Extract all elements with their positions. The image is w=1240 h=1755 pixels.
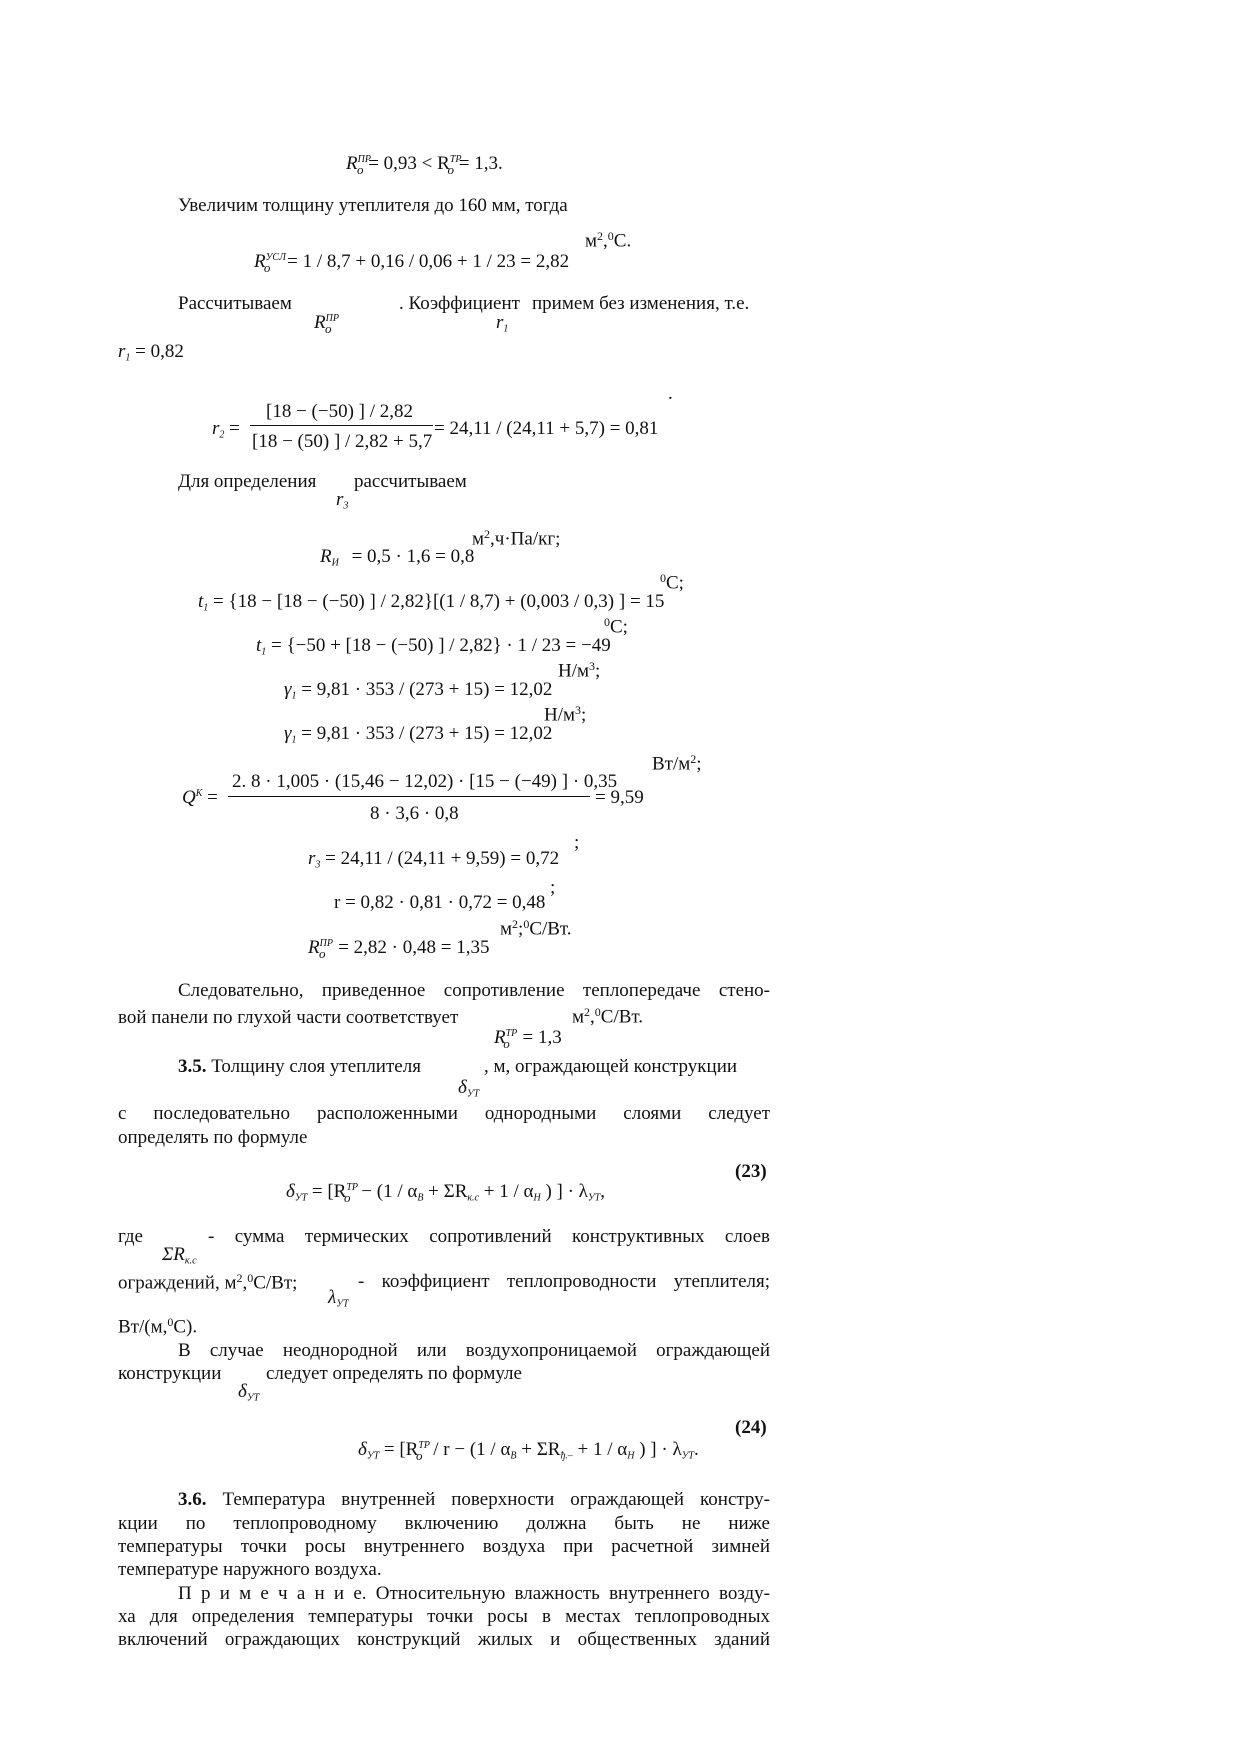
subscript: И — [331, 557, 339, 569]
superscript: 0 — [167, 1315, 174, 1329]
subscript: o — [447, 161, 454, 177]
formula-text: = 1 / 8,7 + 0,16 / 0,06 + 1 / 23 = 2,82 — [287, 251, 570, 272]
superscript: 0 — [660, 571, 666, 585]
formula-text: = 9,81 · 353 / (273 + 15) = 12,02 — [301, 679, 553, 700]
unit: С; — [610, 616, 628, 638]
formula-sum-r — [162, 1245, 197, 1267]
superscript: 2 — [690, 752, 697, 766]
text — [118, 1272, 297, 1293]
text: С). — [173, 1316, 198, 1338]
formula-text: = 24,11 / (24,11 + 5,7) = 0,81 — [434, 418, 659, 439]
subscript: ђ.– — [560, 1450, 573, 1462]
unit-label — [558, 660, 600, 681]
paragraph: ха для определения температуры точки росы в местах теплопроводных — [118, 1607, 770, 1627]
unit: м — [472, 528, 485, 550]
formula-23 — [286, 1182, 605, 1204]
paragraph: температуры точки росы внутреннего воздуха при расчетной зимней — [118, 1537, 770, 1557]
symbol: γ — [284, 679, 292, 700]
unit: ,ч·Па/кг; — [490, 528, 561, 550]
formula-24 — [358, 1440, 699, 1462]
formula-text: = 0,93 < R — [368, 153, 450, 174]
superscript: ПР — [325, 313, 339, 324]
subscript: 1 — [291, 690, 297, 702]
formula-text: = 9,59 — [595, 787, 644, 808]
symbol: R — [308, 937, 320, 958]
text: - сумма термических сопротивлений конструктивных слоев — [208, 1227, 770, 1247]
subscript: o — [324, 320, 332, 336]
paragraph: Следовательно, приведенное сопротивление теплопередаче стено- — [178, 981, 770, 1001]
subscript: o — [503, 1035, 510, 1051]
formula-delta-ut-b — [238, 1382, 259, 1404]
paragraph — [178, 294, 770, 313]
paragraph: температуре наружного воздуха. — [118, 1559, 382, 1580]
symbol: R — [314, 312, 326, 333]
unit-label — [572, 1006, 643, 1027]
subscript: o — [344, 1189, 351, 1205]
formula-text: = 24,11 / (24,11 + 9,59) = 0,72 — [325, 848, 560, 869]
formula-text: + ΣR — [521, 1439, 561, 1460]
text: , — [242, 1272, 248, 1294]
unit: Вт/м — [652, 753, 691, 775]
subscript: 3 — [315, 859, 321, 871]
subscript: 2 — [219, 429, 225, 441]
formula-text: + ΣR — [428, 1181, 468, 1202]
formula-r2: r2 = — [212, 418, 240, 441]
superscript: 3 — [575, 703, 582, 717]
superscript: 2 — [597, 229, 604, 243]
subscript: УТ — [681, 1450, 694, 1462]
formula-text: = 9,81 · 353 / (273 + 15) = 12,02 — [301, 723, 553, 744]
superscript: УСЛ — [265, 252, 286, 263]
subscript: Н — [533, 1192, 541, 1204]
formula-text: ) ] · λ — [545, 1181, 588, 1202]
text: Вт/(м, — [118, 1316, 168, 1338]
symbol: ΣR — [162, 1244, 185, 1265]
formula-r1-value — [118, 342, 184, 364]
formula-delta-ut — [458, 1078, 479, 1100]
fraction-bar — [228, 796, 590, 797]
text: С/Вт; — [253, 1272, 298, 1294]
text — [118, 1316, 197, 1337]
superscript: 0 — [247, 1271, 254, 1285]
equation-number: (23) — [735, 1161, 767, 1182]
symbol: δ — [286, 1181, 295, 1202]
formula-text: = 0,5 · 1,6 = 0,8 — [351, 546, 475, 567]
superscript: 3 — [589, 659, 596, 673]
symbol: R — [346, 153, 358, 174]
superscript: 2 — [512, 917, 519, 931]
symbol: R — [254, 251, 266, 272]
text: конструкции — [118, 1363, 222, 1384]
subscript: к.с — [467, 1192, 479, 1204]
subscript: УТ — [587, 1192, 601, 1204]
symbol: δ — [458, 1077, 467, 1098]
superscript: 0 — [523, 917, 530, 931]
superscript: ТР — [449, 154, 462, 165]
unit: м — [572, 1006, 585, 1028]
formula-gamma — [284, 680, 552, 702]
formula-ri — [320, 547, 474, 569]
text — [358, 1272, 770, 1294]
text: ограждений, м — [118, 1272, 237, 1294]
superscript: ТР — [505, 1028, 518, 1039]
text: , м, ограждающей конструкции — [484, 1056, 738, 1077]
fraction-denominator: [18 − (50) ] / 2,82 + 5,7 — [252, 431, 433, 452]
paragraph — [118, 1490, 770, 1512]
superscript: 2 — [236, 1271, 243, 1285]
formula-text: = 1,3. — [458, 153, 503, 174]
formula-q: $Q^К$ = — [182, 787, 218, 808]
formula-text: ) ] · λ — [639, 1439, 682, 1460]
paragraph: Для определения — [178, 471, 317, 492]
symbol: r — [212, 418, 220, 439]
symbol: r — [118, 341, 126, 362]
subscript: o — [318, 945, 326, 961]
subscript: o — [263, 259, 271, 275]
formula-r3 — [336, 490, 348, 512]
unit: ; — [696, 753, 702, 775]
unit: С; — [666, 572, 684, 594]
subscript: УТ — [466, 1088, 480, 1100]
formula-text: , — [600, 1181, 605, 1202]
equation-number: (24) — [735, 1417, 767, 1438]
subscript: 1 — [503, 323, 509, 335]
text: следует определять по формуле — [266, 1363, 522, 1384]
unit-label — [544, 704, 586, 725]
punctuation: ; — [550, 877, 556, 898]
subscript: o — [356, 161, 364, 177]
formula-text: − (1 / α — [361, 1181, 418, 1202]
symbol: γ — [284, 723, 292, 744]
superscript: 2 — [584, 1005, 591, 1019]
paragraph: с последовательно расположенными однородными слоями следует — [118, 1104, 770, 1124]
formula-t1-b — [256, 636, 611, 658]
superscript: ПР — [357, 154, 371, 165]
formula-gamma-b — [284, 724, 552, 746]
unit-label — [660, 572, 684, 593]
unit-label — [604, 616, 628, 637]
subscript: УТ — [336, 1298, 349, 1310]
unit-label — [652, 753, 702, 774]
paragraph: Увеличим толщину утеплителя до 160 мм, тогда — [178, 195, 568, 216]
unit-label — [585, 230, 631, 251]
dot: . — [668, 383, 673, 404]
text: где — [118, 1226, 143, 1247]
formula-text: = {−50 + [18 − (−50) ] / 2,82} · 1 / 23 = −49 — [271, 635, 611, 656]
unit: Н/м — [544, 704, 576, 726]
unit: Н/м — [558, 660, 590, 682]
unit: м — [585, 230, 598, 252]
paragraph: В случае неоднородной или воздухопроницаемой ограждающей — [178, 1341, 770, 1361]
symbol: r — [336, 489, 344, 510]
unit-label — [500, 918, 572, 939]
formula-lambda-ut — [328, 1288, 349, 1310]
formula-text: = [R — [383, 1439, 419, 1460]
formula-text: = 0,82 — [135, 341, 184, 362]
unit: ; — [595, 660, 601, 682]
formula-text: = {18 − [18 − (−50) ] / 2,82}[(1 / 8,7) + (0,003 / 0,3) ] = 15 — [213, 591, 665, 612]
text: Температура внутренней поверхности ограждающей констру- — [222, 1490, 770, 1510]
text: - коэффициент теплопроводности утеплителя; — [358, 1272, 770, 1292]
symbol: Q — [182, 787, 196, 808]
symbol: t — [256, 635, 262, 656]
formula-text: = 1,3 — [522, 1027, 562, 1048]
superscript: 0 — [607, 229, 614, 243]
unit: С/Вт. — [600, 1006, 644, 1028]
symbol: δ — [238, 1381, 247, 1402]
unit: , — [603, 230, 608, 252]
paragraph: рассчитываем — [354, 471, 467, 492]
note-label: П р и м е ч а н и е. — [178, 1584, 367, 1604]
formula-r-np-value — [308, 938, 489, 960]
superscript: ТР — [346, 1182, 359, 1193]
unit: ; — [581, 704, 587, 726]
formula-r-np — [314, 312, 339, 336]
subscript: o — [416, 1447, 423, 1463]
formula-text: = [R — [311, 1181, 347, 1202]
paragraph — [118, 1584, 770, 1606]
punctuation: ; — [574, 832, 580, 853]
paragraph: включений ограждающих конструкций жилых и общественных зданий — [118, 1630, 770, 1650]
superscript: 0 — [594, 1005, 601, 1019]
unit: ; — [518, 918, 524, 940]
unit: м — [500, 918, 513, 940]
formula-t1 — [198, 592, 664, 614]
formula-r3-value — [308, 849, 559, 871]
symbol: λ — [328, 1287, 337, 1308]
subscript: 1 — [203, 602, 209, 614]
text: . Коэффициент — [399, 293, 520, 314]
symbol: R — [494, 1027, 506, 1048]
text: Толщину слоя утеплителя — [211, 1056, 421, 1077]
subscript: 1 — [261, 646, 267, 658]
paragraph: вой панели по глухой части соответствует — [118, 1007, 459, 1028]
unit-label — [472, 528, 560, 549]
superscript: ПР — [319, 938, 333, 949]
paragraph: кции по теплопроводному включению должна быть не ниже — [118, 1514, 770, 1534]
unit: С/Вт. — [529, 918, 572, 940]
formula-text: + 1 / α — [483, 1181, 534, 1202]
subscript: УТ — [294, 1192, 308, 1204]
fraction-numerator: [18 − (−50) ] / 2,82 — [266, 401, 414, 422]
subscript: 3 — [343, 500, 349, 512]
symbol: r — [308, 848, 316, 869]
fraction-denominator: 8 · 3,6 · 0,8 — [370, 803, 459, 824]
fraction-numerator: 2. 8 · 1,005 · (15,46 − 12,02) · [15 − (−49) ] · 0,35 — [232, 771, 618, 792]
paragraph: определять по формуле — [118, 1127, 308, 1148]
unit: С. — [613, 230, 632, 252]
subscript: 1 — [125, 352, 131, 364]
superscript: 2 — [484, 527, 491, 541]
symbol: r — [496, 312, 504, 333]
text — [208, 1227, 770, 1249]
subscript: 1 — [291, 734, 297, 746]
subscript: УТ — [246, 1392, 260, 1404]
symbol: t — [198, 591, 204, 612]
formula-r1 — [496, 313, 508, 335]
text: Рассчитываем — [178, 293, 292, 314]
subscript: УТ — [366, 1450, 380, 1462]
formula-text: / r − (1 / α — [433, 1439, 511, 1460]
fraction-bar — [250, 425, 433, 426]
symbol: δ — [358, 1439, 367, 1460]
subscript: В — [510, 1450, 517, 1462]
superscript: 0 — [604, 615, 610, 629]
subscript: Н — [627, 1450, 635, 1462]
formula-text: = 2,82 · 0,48 = 1,35 — [338, 937, 490, 958]
formula-text: + 1 / α — [577, 1439, 628, 1460]
formula-r-tr — [494, 1028, 562, 1050]
superscript: ТР — [418, 1440, 431, 1451]
unit: , — [590, 1006, 595, 1028]
formula-r-usl — [254, 252, 569, 274]
formula-r-compare — [346, 154, 503, 176]
superscript: К — [195, 788, 203, 799]
formula-r-product: r = 0,82 · 0,81 · 0,72 = 0,48 — [334, 892, 546, 913]
text: примем без изменения, т.е. — [532, 293, 750, 314]
subscript: к.с — [184, 1255, 197, 1267]
symbol: R — [320, 546, 332, 567]
section-number: 3.6. — [178, 1490, 207, 1510]
formula-text: . — [693, 1439, 699, 1460]
section-paragraph — [178, 1057, 421, 1076]
text: Относительную влажность внутреннего возду- — [375, 1584, 770, 1604]
subscript: В — [417, 1192, 424, 1204]
section-number: 3.5. — [178, 1056, 207, 1077]
